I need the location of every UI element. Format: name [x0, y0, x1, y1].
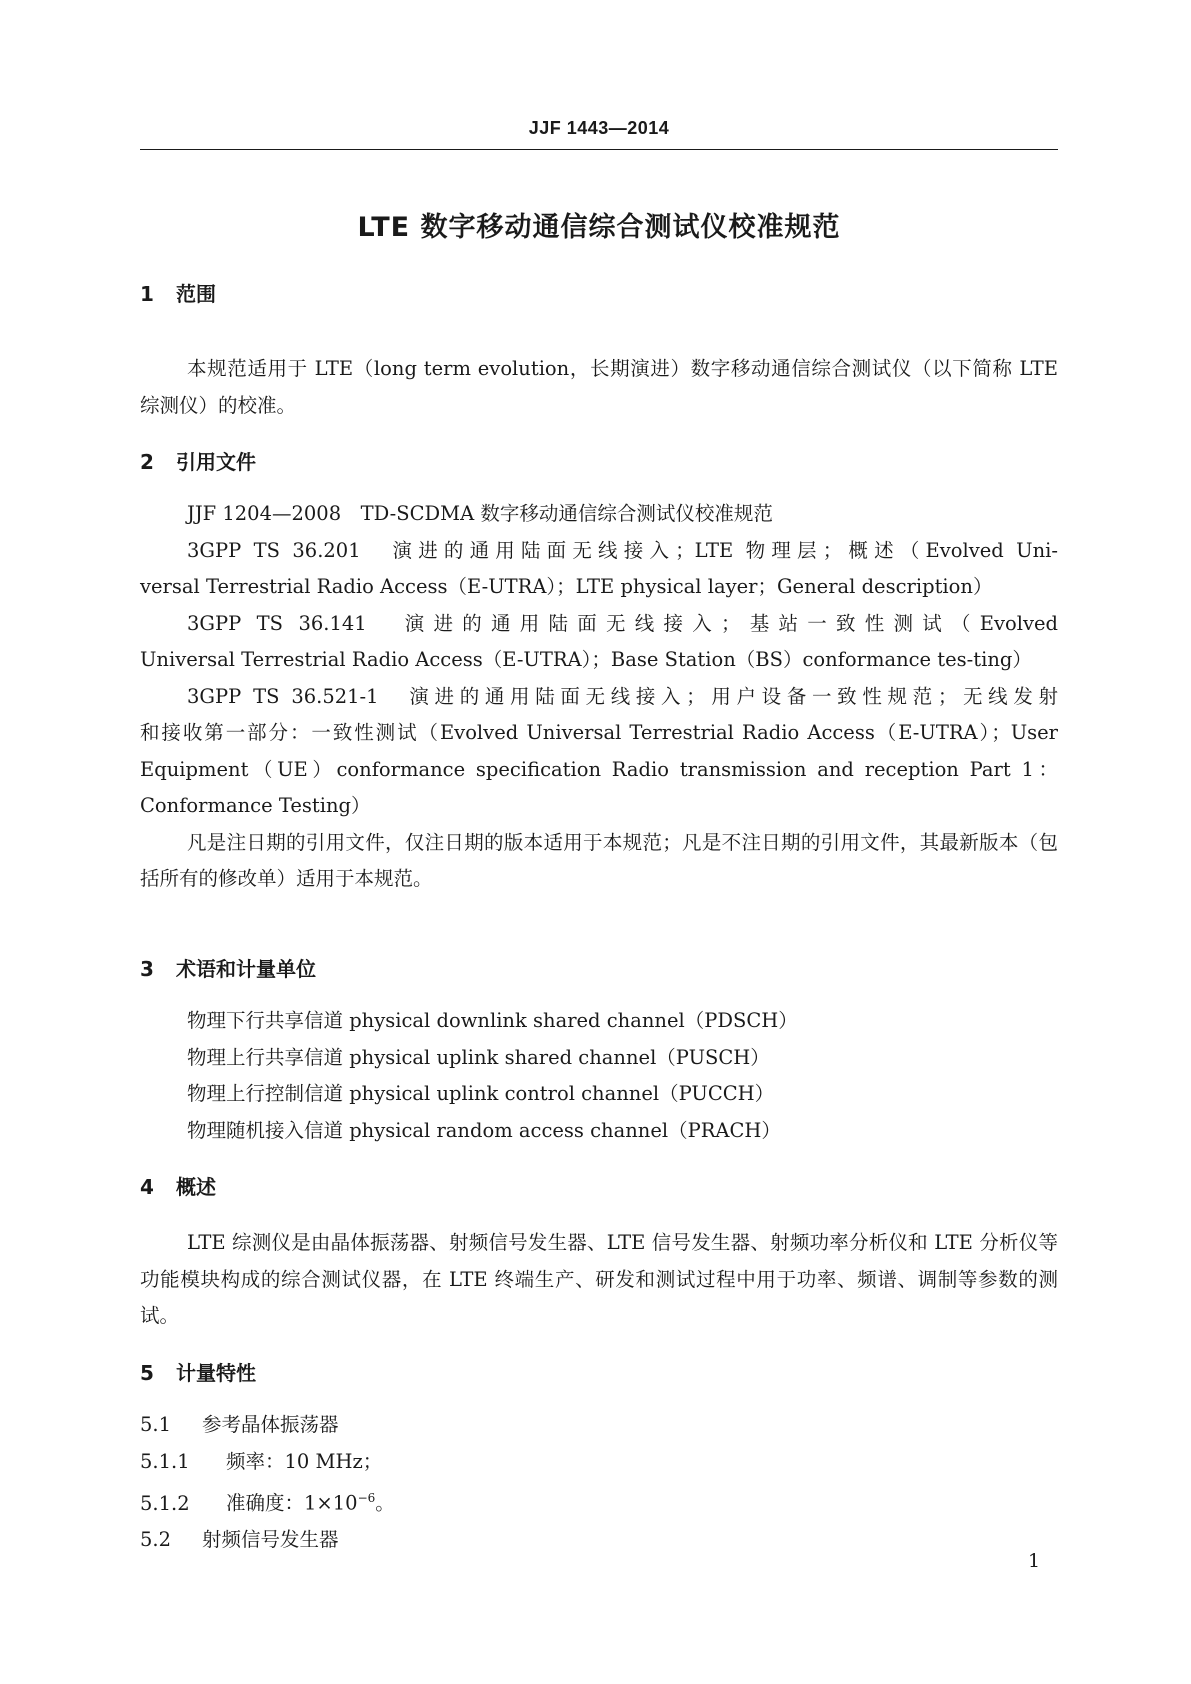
references-block	[140, 496, 1058, 898]
overview-paragraph: LTE 综测仪是由晶体振荡器、射频信号发生器、LTE 信号发生器、射频功率分析仪和 LTE 分析仪等功能模块构成的综合测试仪器，在 LTE 终端生产、研发和测试过程中用于功率、频谱、调制等参数的测试。	[140, 1231, 1058, 1327]
header-rule	[140, 149, 1058, 150]
document-title: LTE 数字移动通信综合测试仪校准规范	[357, 212, 841, 243]
clause-item	[140, 1522, 1058, 1559]
section-number: 2	[140, 450, 154, 474]
reference-continuation: Universal Terrestrial Radio Access（E-UTRA）；Base Station（BS）conformance tes-ting）	[140, 648, 1032, 671]
section-title: 概述	[176, 1175, 216, 1199]
section-number: 4	[140, 1175, 154, 1199]
section-heading-references	[140, 446, 256, 475]
reference-first-line: 3GPP TS 36.141 演进的通用陆面无线接入；基站一致性测试（Evolved	[187, 611, 1058, 635]
term-item: 物理下行共享信道 physical downlink shared channel（PDSCH）	[187, 1009, 798, 1032]
reference-continuation: versal Terrestrial Radio Access（E-UTRA）；LTE physical layer；General description）	[140, 575, 993, 598]
clause-number: 5.1.2	[140, 1491, 190, 1515]
overview-block	[140, 1225, 1058, 1335]
metrology-block	[140, 1407, 1058, 1559]
section-heading-metrology	[140, 1357, 256, 1386]
term-item: 物理上行控制信道 physical uplink control channel（PUCCH）	[187, 1082, 775, 1105]
section-title: 范围	[176, 282, 216, 306]
clause-number: 5.1.1	[140, 1449, 190, 1473]
clause-item	[140, 1444, 1058, 1481]
reference-item	[140, 679, 1058, 825]
section-heading-overview	[140, 1171, 216, 1200]
section-heading-scope	[140, 278, 216, 307]
document-code-header: JJF 1443—2014	[528, 118, 670, 138]
section-heading-terms	[140, 953, 316, 982]
clause-number: 5.2	[140, 1528, 172, 1551]
terms-block	[140, 1003, 1058, 1149]
section-number: 1	[140, 282, 154, 306]
reference-note: 凡是注日期的引用文件，仅注日期的版本适用于本规范；凡是不注日期的引用文件，其最新版本（包括所有的修改单）适用于本规范。	[140, 830, 1058, 890]
clause-text: 频率：10 MHz；	[226, 1449, 383, 1473]
term-item: 物理随机接入信道 physical random access channel（PRACH）	[187, 1118, 781, 1142]
reference-first-line: 3GPP TS 36.521-1 演进的通用陆面无线接入；用户设备一致性规范；无线发射	[187, 684, 1058, 708]
clause-number: 5.1	[140, 1413, 172, 1436]
reference-first-line: 3GPP TS 36.201 演进的通用陆面无线接入；LTE 物理层；概述（Evolved Uni-	[187, 538, 1058, 562]
clause-exponent: −6	[357, 1491, 376, 1505]
page-number: 1	[1028, 1550, 1041, 1572]
reference-item	[140, 533, 1058, 606]
clause-item	[140, 1480, 1058, 1522]
clause-item	[140, 1407, 1058, 1444]
section-number: 3	[140, 957, 154, 981]
section-title: 引用文件	[176, 450, 256, 474]
term-item: 物理上行共享信道 physical uplink shared channel（PUSCH）	[187, 1045, 770, 1069]
section-number: 5	[140, 1361, 154, 1385]
section-title: 计量特性	[176, 1361, 256, 1385]
clause-text-end: 。	[375, 1491, 395, 1515]
reference-continuation: 和接收第一部分：一致性测试（Evolved Universal Terrestrial Radio Access（E-UTRA）；User Equipment（UE）conformance specification Radio transmission and reception Part 1：Conformance Testing）	[140, 721, 1058, 817]
clause-text: 准确度：1×10	[226, 1491, 358, 1515]
clause-text: 参考晶体振荡器	[202, 1413, 339, 1436]
section-title: 术语和计量单位	[176, 957, 316, 981]
reference-item	[140, 606, 1058, 679]
clause-text: 射频信号发生器	[202, 1528, 339, 1551]
reference-item: JJF 1204—2008 TD-SCDMA 数字移动通信综合测试仪校准规范	[187, 502, 773, 525]
scope-paragraph: 本规范适用于 LTE（long term evolution，长期演进）数字移动通信综合测试仪（以下简称 LTE 综测仪）的校准。	[140, 357, 1058, 417]
scope-block	[140, 351, 1058, 424]
